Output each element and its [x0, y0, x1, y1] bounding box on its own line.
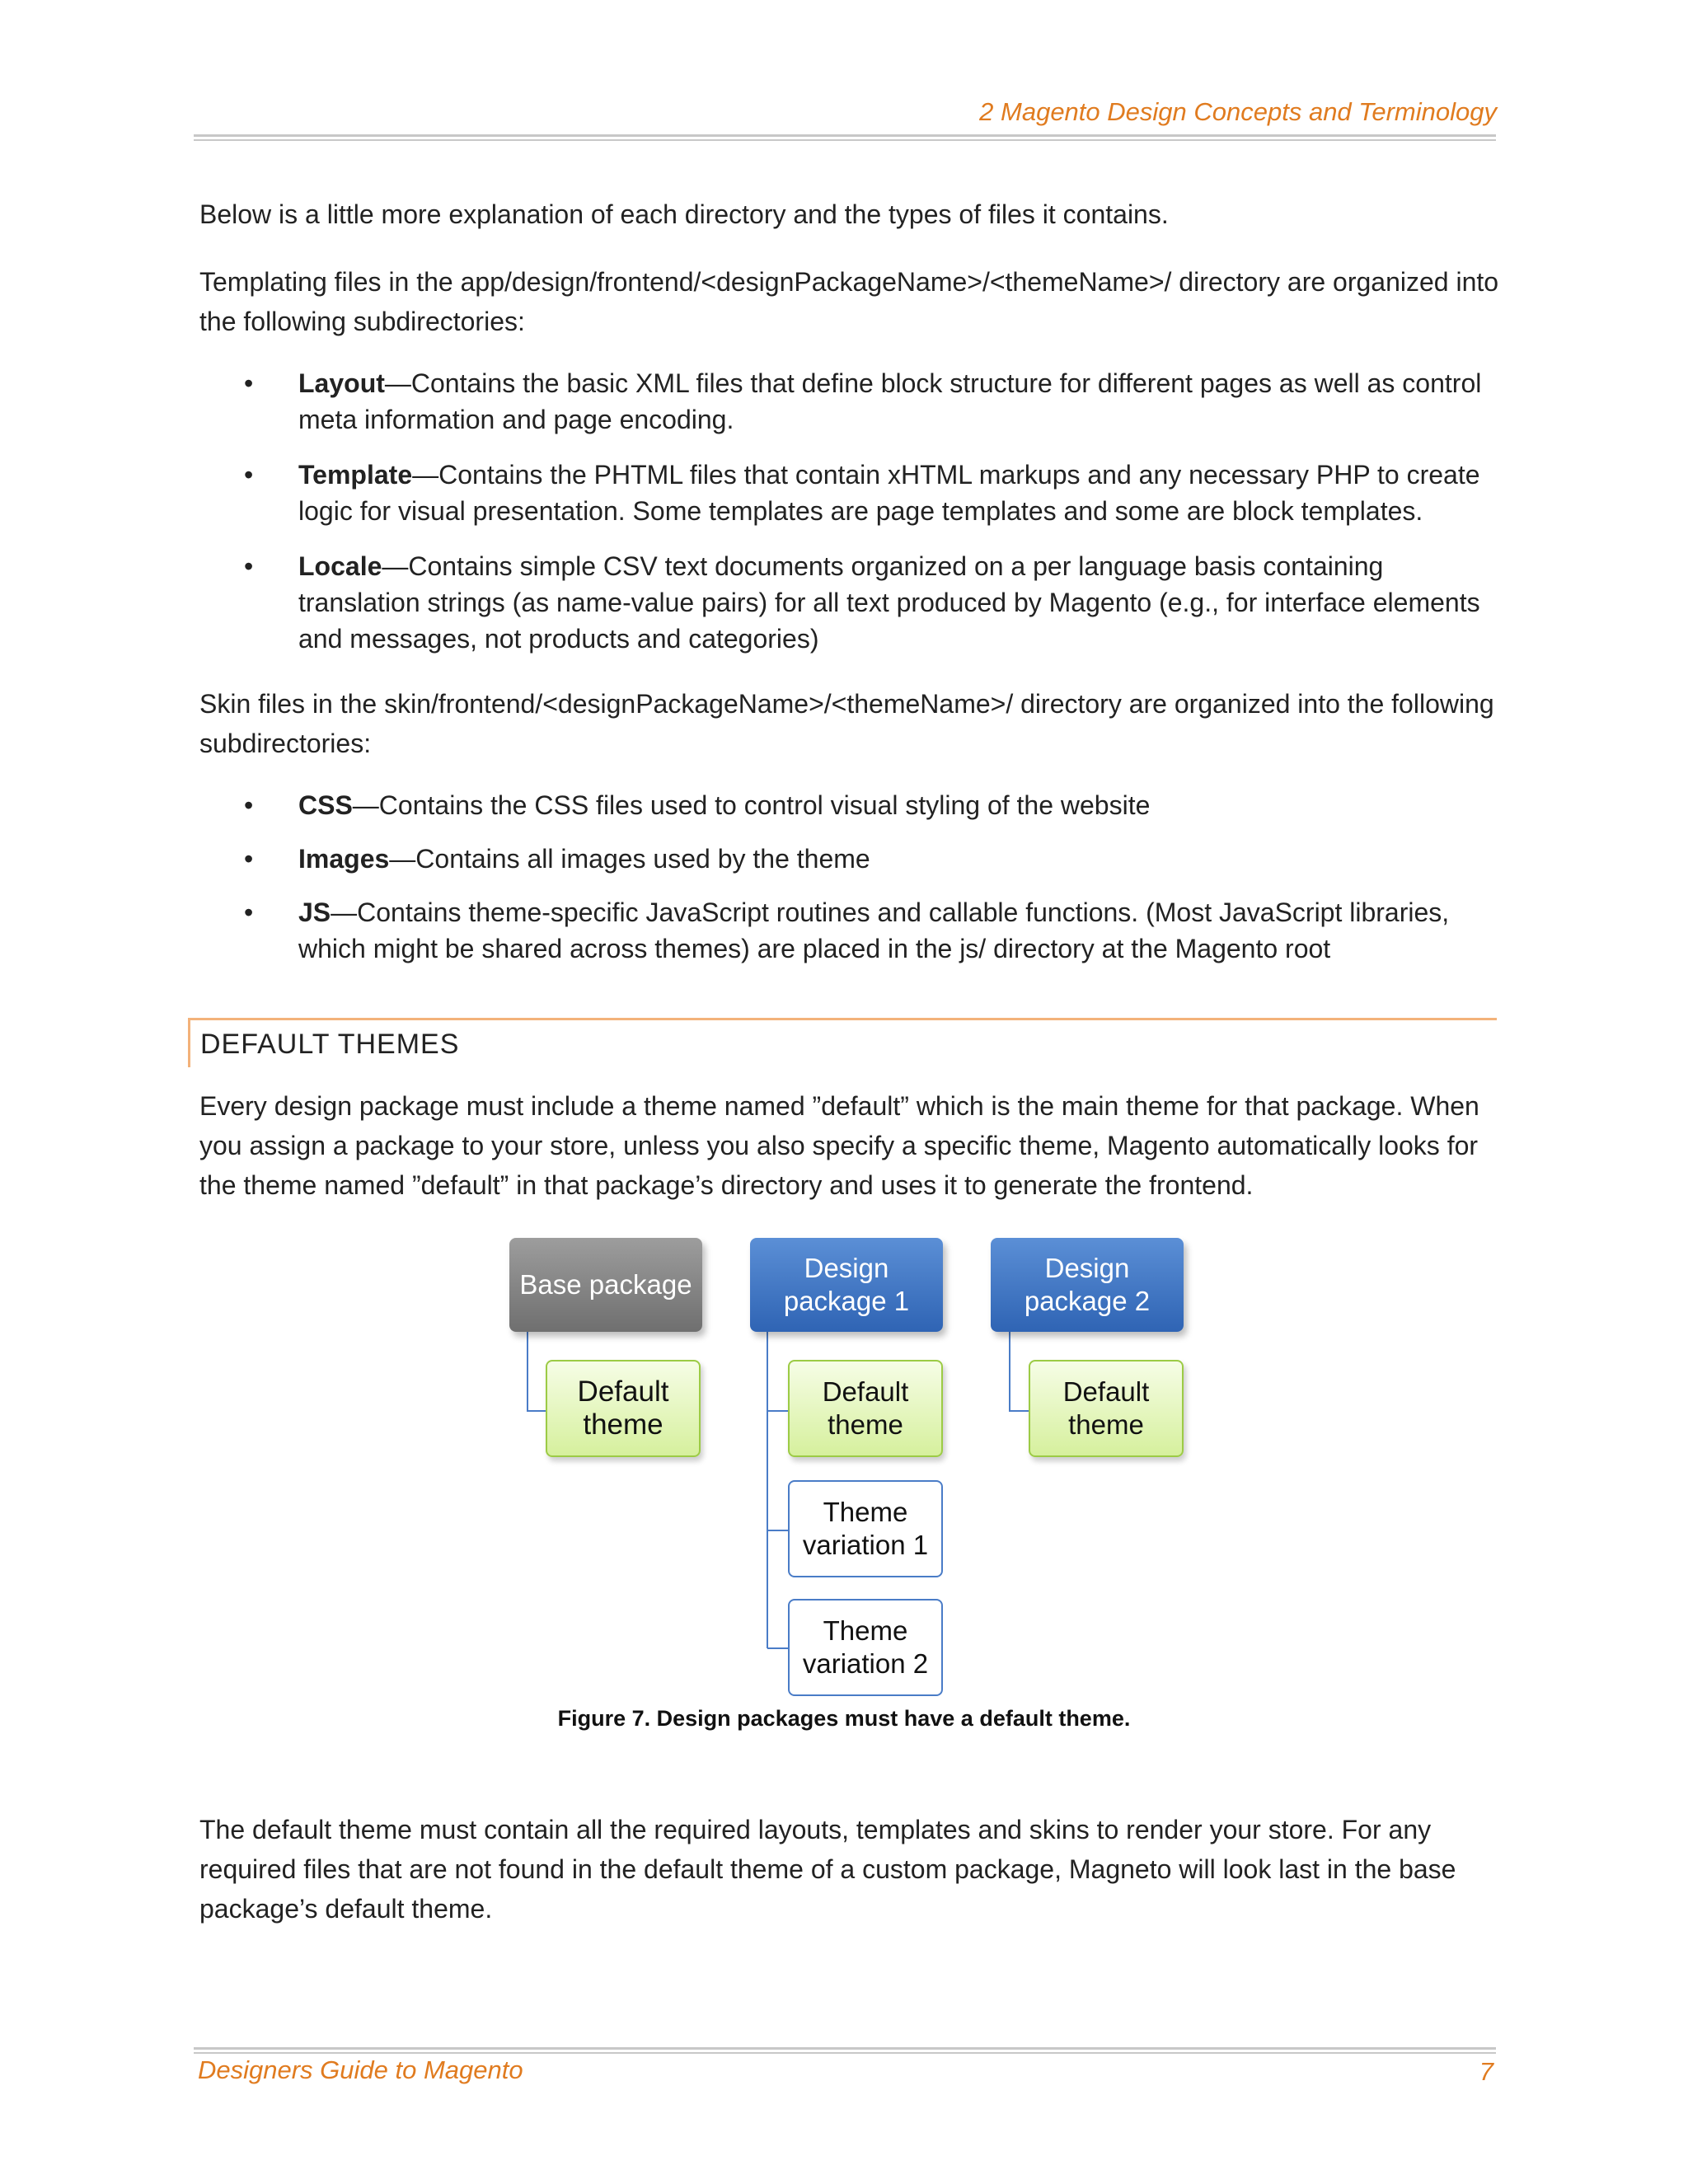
list-item-layout — [0, 365, 1502, 438]
term-layout: Layout — [298, 368, 385, 398]
figure-caption: Figure 7. Design packages must have a default theme. — [557, 1706, 1131, 1731]
theme-variation-2-box — [788, 1599, 943, 1696]
desc-layout: —Contains the basic XML files that define block structure for different pages as well as control meta information and page encoding. — [298, 368, 1482, 434]
base-default-theme-line1: Default — [577, 1376, 669, 1408]
bullet-icon: • — [244, 551, 254, 581]
list-item-locale — [0, 548, 1502, 657]
desc-css: —Contains the CSS files used to control visual styling of the website — [352, 790, 1151, 820]
running-footer: Designers Guide to Magento — [198, 2055, 523, 2084]
running-header: 2 Magento Design Concepts and Terminology — [979, 97, 1497, 126]
design-package-2-box — [991, 1238, 1184, 1332]
pkg1-default-theme-line2: theme — [828, 1409, 903, 1440]
skin-directory-list — [0, 787, 1688, 967]
design-package-1-line2: package 1 — [783, 1286, 910, 1316]
bullet-icon: • — [244, 460, 254, 490]
term-images: Images — [298, 844, 390, 874]
design-package-2-line1: Design — [1044, 1253, 1130, 1283]
theme-variation-2-line1: Theme — [823, 1615, 908, 1646]
design-package-2-line2: package 2 — [1024, 1286, 1151, 1316]
desc-images: —Contains all images used by the theme — [389, 844, 870, 874]
design-package-1-line1: Design — [804, 1253, 889, 1283]
section-heading-default-themes — [188, 1018, 1497, 1067]
pkg2-default-theme-line2: theme — [1068, 1409, 1144, 1440]
design-package-1-box — [750, 1238, 943, 1332]
base-default-theme-line2: theme — [583, 1408, 663, 1441]
term-css: CSS — [298, 790, 353, 820]
base-package-box — [509, 1238, 702, 1332]
theme-variation-1-line1: Theme — [823, 1497, 908, 1527]
skin-intro-paragraph: Skin files in the skin/frontend/<designPackageName>/<themeName>/ directory are organized into the following subdirectories: — [199, 689, 1494, 758]
intro-paragraph-1: Below is a little more explanation of each directory and the types of files it contains. — [199, 199, 1169, 229]
connector-pkg2-default — [1010, 1331, 1029, 1411]
list-item-css — [0, 787, 1502, 823]
page-number: 7 — [1479, 2057, 1493, 2086]
pkg1-default-theme-box — [788, 1360, 943, 1457]
footer-rule — [194, 2047, 1496, 2054]
pkg2-default-theme-box — [1029, 1360, 1184, 1457]
term-template: Template — [298, 460, 413, 490]
section-heading-text: DEFAULT THEMES — [200, 1029, 460, 1060]
bullet-icon: • — [244, 844, 254, 874]
base-default-theme-box — [546, 1360, 701, 1457]
header-rule — [194, 134, 1496, 141]
term-js: JS — [298, 898, 331, 927]
list-item-images — [0, 841, 1502, 877]
desc-js: —Contains theme-specific JavaScript routines and callable functions. (Most JavaScript libraries, which might be shared across themes) are placed in the js/ directory at the Magento root — [298, 898, 1450, 963]
term-locale: Locale — [298, 551, 382, 581]
bullet-icon: • — [244, 790, 254, 820]
intro-paragraph-2: Templating files in the app/design/frontend/<designPackageName>/<themeName>/ directory are organized into the following subdirectories: — [199, 267, 1499, 336]
base-package-label: Base package — [519, 1269, 692, 1300]
desc-locale: —Contains simple CSV text documents organized on a per language basis containing translation strings (as name-value pairs) for all text produced by Magento (e.g., for interface elements and messages, not products and categories) — [298, 551, 1480, 654]
pkg2-default-theme-line1: Default — [1062, 1376, 1150, 1407]
list-item-js — [0, 894, 1502, 967]
default-themes-paragraph: Every design package must include a theme named ”default” which is the main theme for that package. When you assign a package to your store, unless you also specify a specific theme, Magento automatically looks for the theme named ”default” in that package’s directory and uses it to generate the frontend. — [199, 1091, 1479, 1200]
closing-paragraph: The default theme must contain all the required layouts, templates and skins to render your store. For any required files that are not found in the default theme of a custom package, Magneto will look last in the base package’s default theme. — [199, 1815, 1456, 1924]
list-item-template — [0, 457, 1502, 529]
theme-variation-1-box — [788, 1480, 943, 1577]
bullet-icon: • — [244, 368, 254, 398]
bullet-icon: • — [244, 898, 254, 927]
connector-base-default — [528, 1331, 546, 1411]
theme-variation-1-line2: variation 1 — [802, 1530, 929, 1560]
template-directory-list — [0, 365, 1688, 657]
pkg1-default-theme-line1: Default — [822, 1376, 909, 1407]
theme-variation-2-line2: variation 2 — [802, 1648, 929, 1679]
desc-template: —Contains the PHTML files that contain xHTML markups and any necessary PHP to create logic for visual presentation. Some templates are page templates and some are block templates. — [298, 460, 1480, 526]
